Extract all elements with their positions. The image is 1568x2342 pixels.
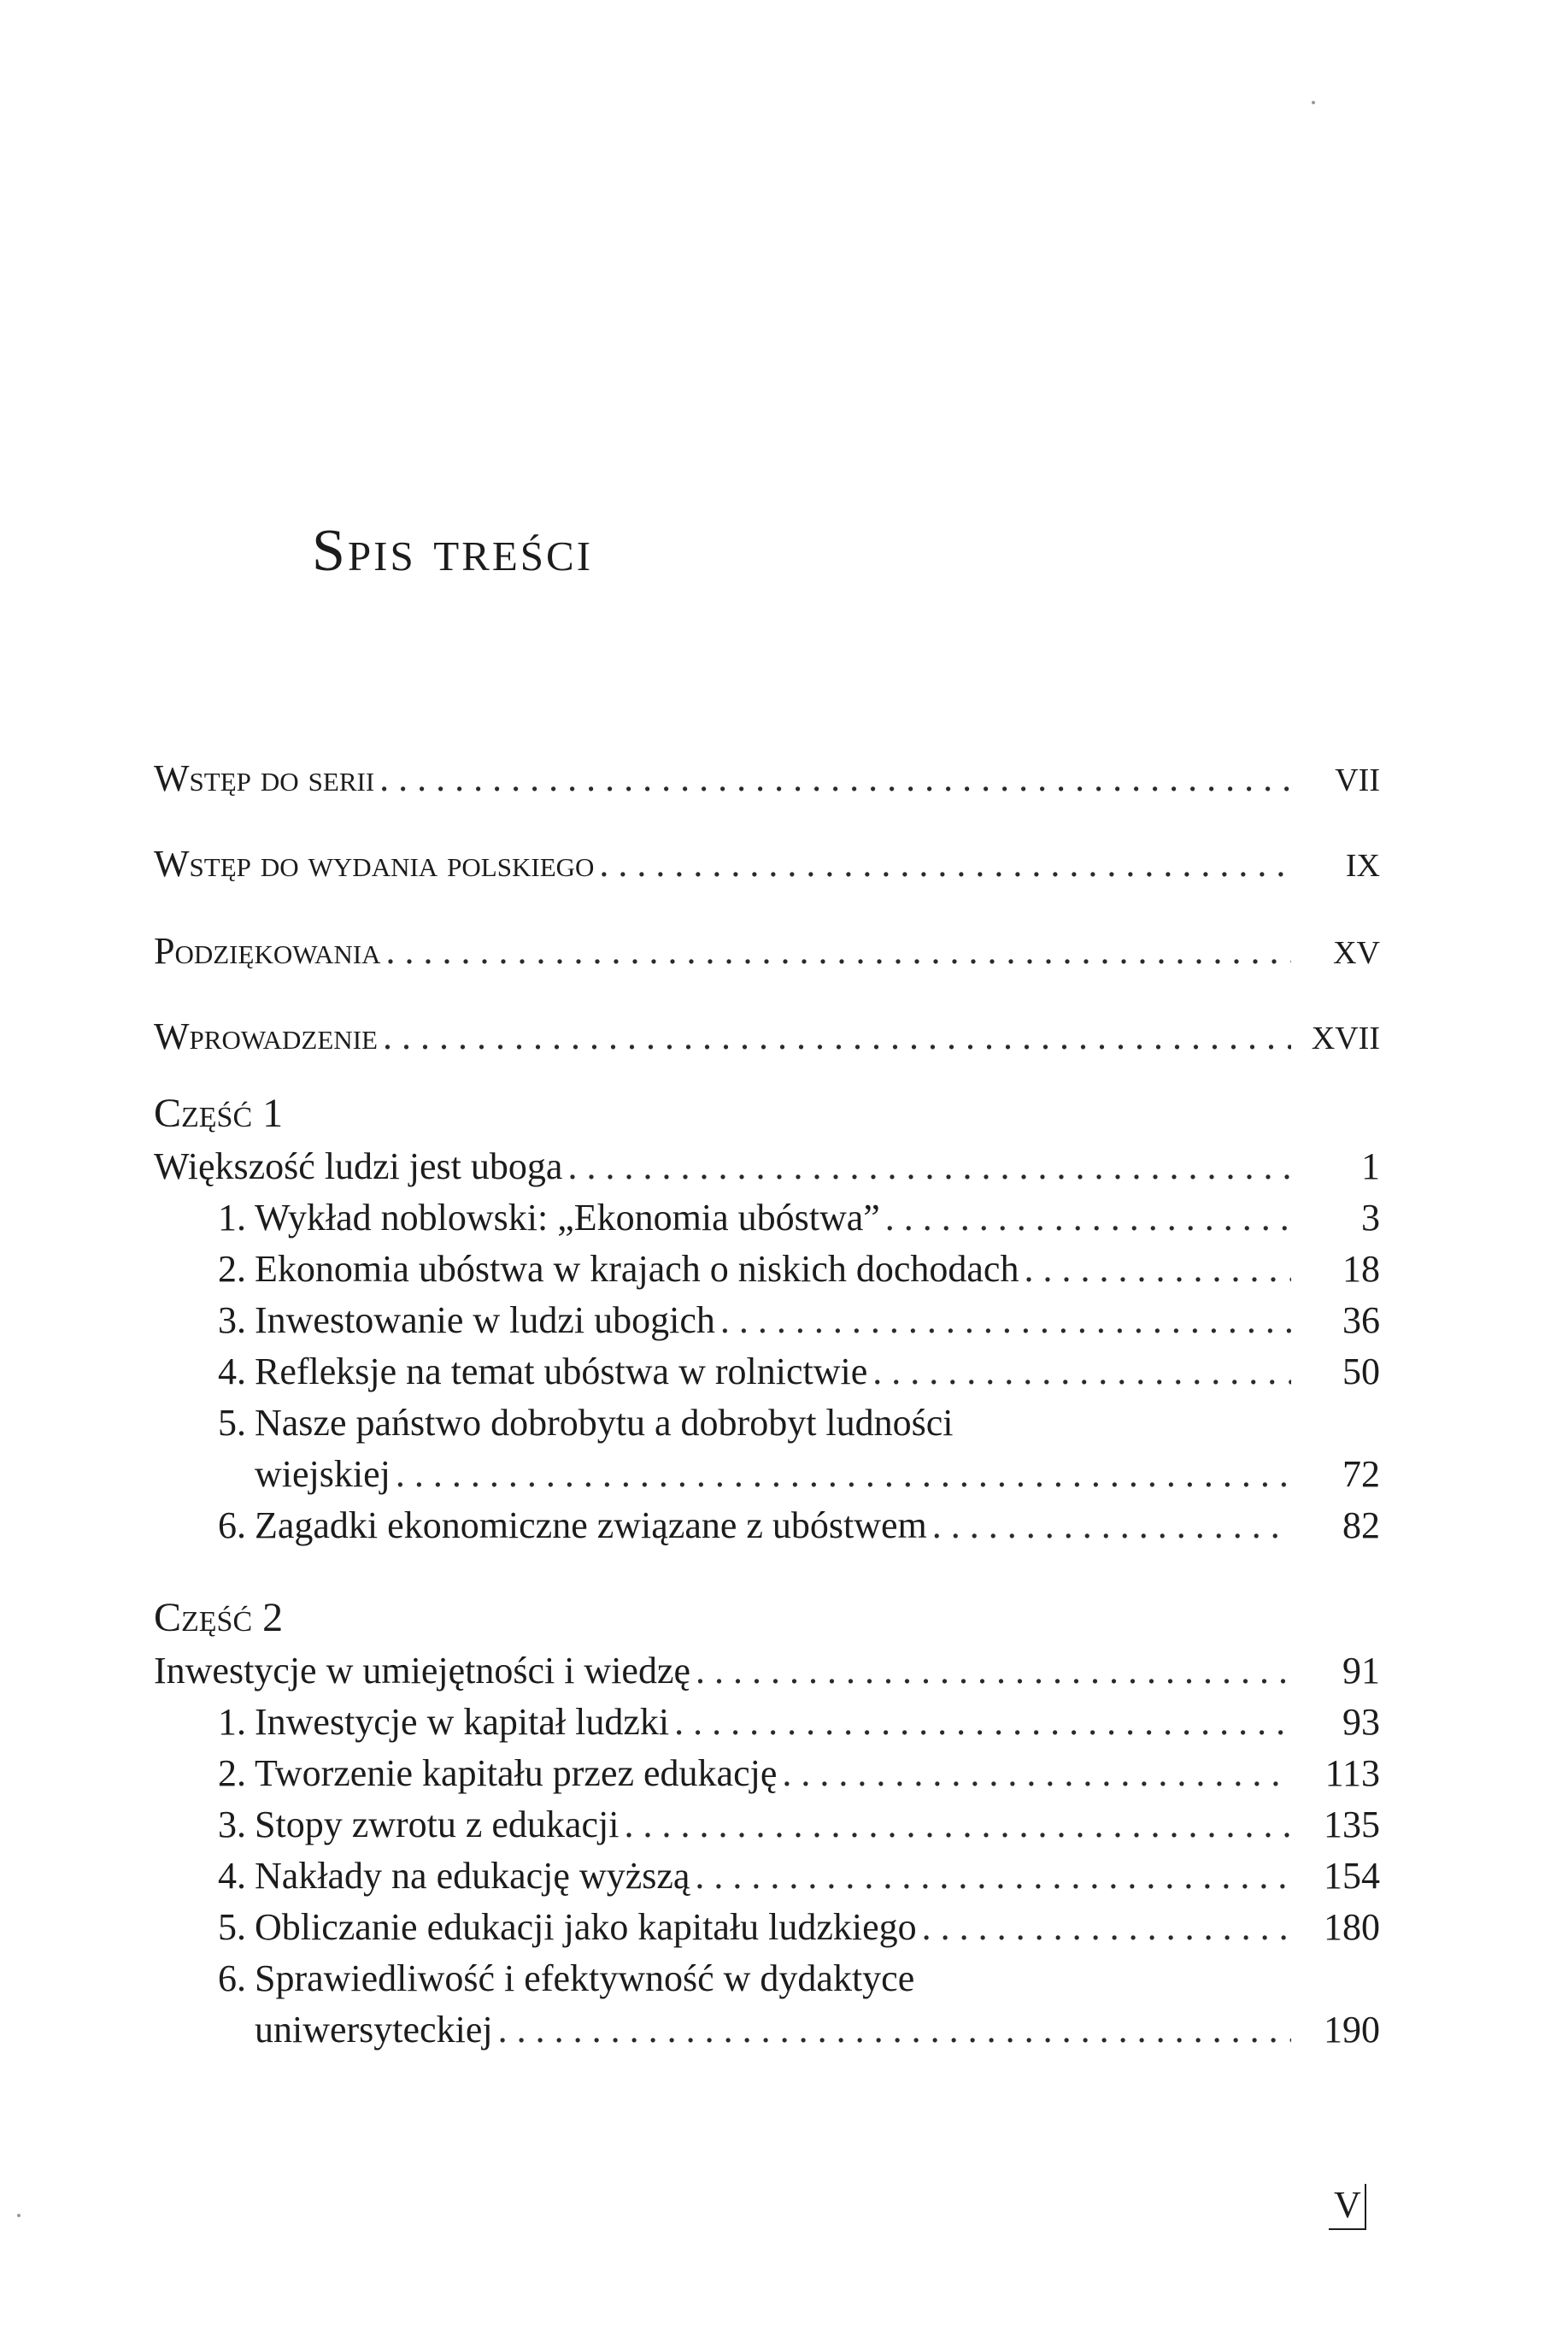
- toc-entry-front-1[interactable]: [154, 752, 1380, 805]
- toc-entry-chapter-first-line[interactable]: [154, 1397, 1380, 1450]
- toc-entry-label: Ekonomia ubóstwa w krajach o niskich dochodach: [255, 1248, 1019, 1290]
- toc-entry-label: Inwestowanie w ludzi ubogich: [255, 1299, 715, 1341]
- toc-entry-label: Stopy zwrotu z edukacji: [255, 1804, 620, 1845]
- toc-entry-label: Refleksje na temat ubóstwa w rolnictwie: [255, 1350, 868, 1392]
- dot-leader: [932, 1499, 1291, 1552]
- toc-entry-page: 91: [1342, 1650, 1380, 1692]
- toc-entry-chapter[interactable]: [154, 1850, 1380, 1903]
- toc-entry-label: Wykład noblowski: „Ekonomia ubóstwa”: [255, 1197, 880, 1239]
- toc-entry-page: 72: [1342, 1453, 1380, 1495]
- dot-leader: [498, 2004, 1291, 2057]
- toc-entry-chapter[interactable]: [154, 1499, 1380, 1552]
- toc-entry-label: Obliczanie edukacji jako kapitału ludzkiego: [255, 1906, 917, 1948]
- toc-entry-front-4[interactable]: [154, 1010, 1380, 1063]
- chapter-number: 6.: [218, 1957, 246, 1999]
- dot-leader: [885, 1192, 1291, 1245]
- toc-entry-page: 113: [1324, 1752, 1380, 1794]
- toc-entry-front-3[interactable]: [154, 925, 1380, 978]
- toc-entry-page: 18: [1342, 1248, 1380, 1290]
- chapter-number: 2.: [218, 1752, 246, 1794]
- chapter-number: 3.: [218, 1804, 246, 1845]
- toc-entry-page: 82: [1342, 1504, 1380, 1546]
- toc-entry-page: XV: [1333, 935, 1380, 971]
- toc-entry-label: Zagadki ekonomiczne związane z ubóstwem: [255, 1504, 927, 1546]
- toc-entry-label-continuation: wiejskiej: [255, 1453, 391, 1495]
- toc-entry-label: Podziękowania: [154, 930, 381, 972]
- dot-leader: [695, 1850, 1291, 1903]
- toc-entry-label: Wstęp do serii: [154, 757, 375, 799]
- page-number: V: [1329, 2184, 1366, 2230]
- toc-entry-front-2[interactable]: [154, 838, 1380, 891]
- dot-leader: [872, 1345, 1291, 1398]
- toc-entry-page: 1: [1361, 1145, 1380, 1187]
- dot-leader: [599, 838, 1291, 891]
- part-heading-1: Część 1: [154, 1091, 284, 1136]
- toc-entry-page: 154: [1324, 1855, 1380, 1897]
- scan-speck: [17, 2214, 21, 2217]
- toc-entry-label: Inwestycje w umiejętności i wiedzę: [154, 1650, 691, 1692]
- toc-entry-page: IX: [1345, 848, 1380, 884]
- toc-entry-label: Tworzenie kapitału przez edukację: [255, 1752, 778, 1794]
- toc-entry-chapter-continuation[interactable]: [154, 2004, 1380, 2057]
- chapter-number: 2.: [218, 1248, 246, 1290]
- toc-entry-chapter-first-line[interactable]: [154, 1952, 1380, 2005]
- toc-entry-chapter-continuation[interactable]: [154, 1448, 1380, 1501]
- toc-entry-page: 190: [1324, 2009, 1380, 2051]
- chapter-number: 4.: [218, 1855, 246, 1897]
- toc-entry-chapter[interactable]: [154, 1747, 1380, 1800]
- toc-entry-page: VII: [1335, 762, 1380, 798]
- toc-entry-label: Wstęp do wydania polskiego: [154, 843, 595, 885]
- toc-entry-part-1-title[interactable]: [154, 1140, 1380, 1193]
- toc-entry-page: XVII: [1311, 1021, 1380, 1056]
- chapter-number: 5.: [218, 1402, 246, 1444]
- toc-entry-part-2-title[interactable]: [154, 1645, 1380, 1698]
- dot-leader: [720, 1294, 1291, 1347]
- dot-leader: [922, 1901, 1291, 1954]
- dot-leader: [1024, 1243, 1291, 1296]
- part-heading-2: Część 2: [154, 1595, 284, 1640]
- toc-entry-page: 135: [1324, 1804, 1380, 1845]
- toc-entry-page: 36: [1342, 1299, 1380, 1341]
- scan-speck: [1312, 101, 1315, 104]
- dot-leader: [379, 752, 1291, 805]
- dot-leader: [674, 1696, 1291, 1749]
- toc-entry-label: Nasze państwo dobrobytu a dobrobyt ludności: [255, 1402, 954, 1444]
- toc-entry-label: Nakłady na edukację wyższą: [255, 1855, 690, 1897]
- toc-entry-chapter[interactable]: [154, 1243, 1380, 1296]
- dot-leader: [386, 925, 1291, 978]
- toc-entry-chapter[interactable]: [154, 1696, 1380, 1749]
- chapter-number: 4.: [218, 1350, 246, 1392]
- toc-entry-page: 93: [1342, 1701, 1380, 1743]
- toc-entry-label: Sprawiedliwość i efektywność w dydaktyce: [255, 1957, 915, 1999]
- toc-entry-page: 50: [1342, 1350, 1380, 1392]
- toc-entry-label-continuation: uniwersyteckiej: [255, 2009, 493, 2051]
- dot-leader: [396, 1448, 1291, 1501]
- toc-entry-chapter[interactable]: [154, 1192, 1380, 1245]
- dot-leader: [624, 1798, 1291, 1851]
- chapter-number: 3.: [218, 1299, 246, 1341]
- dot-leader: [567, 1140, 1291, 1193]
- toc-entry-label: Inwestycje w kapitał ludzki: [255, 1701, 670, 1743]
- toc-entry-label: Większość ludzi jest uboga: [154, 1145, 563, 1187]
- toc-entry-chapter[interactable]: [154, 1901, 1380, 1954]
- toc-entry-label: Wprowadzenie: [154, 1015, 378, 1057]
- page-title: Spis treści: [312, 518, 594, 584]
- chapter-number: 1.: [218, 1197, 246, 1239]
- toc-entry-page: 180: [1324, 1906, 1380, 1948]
- toc-entry-chapter[interactable]: [154, 1345, 1380, 1398]
- chapter-number: 1.: [218, 1701, 246, 1743]
- dot-leader: [782, 1747, 1291, 1800]
- chapter-number: 6.: [218, 1504, 246, 1546]
- dot-leader: [383, 1010, 1291, 1063]
- toc-entry-chapter[interactable]: [154, 1798, 1380, 1851]
- chapter-number: 5.: [218, 1906, 246, 1948]
- dot-leader: [696, 1645, 1291, 1698]
- toc-entry-page: 3: [1361, 1197, 1380, 1239]
- toc-entry-chapter[interactable]: [154, 1294, 1380, 1347]
